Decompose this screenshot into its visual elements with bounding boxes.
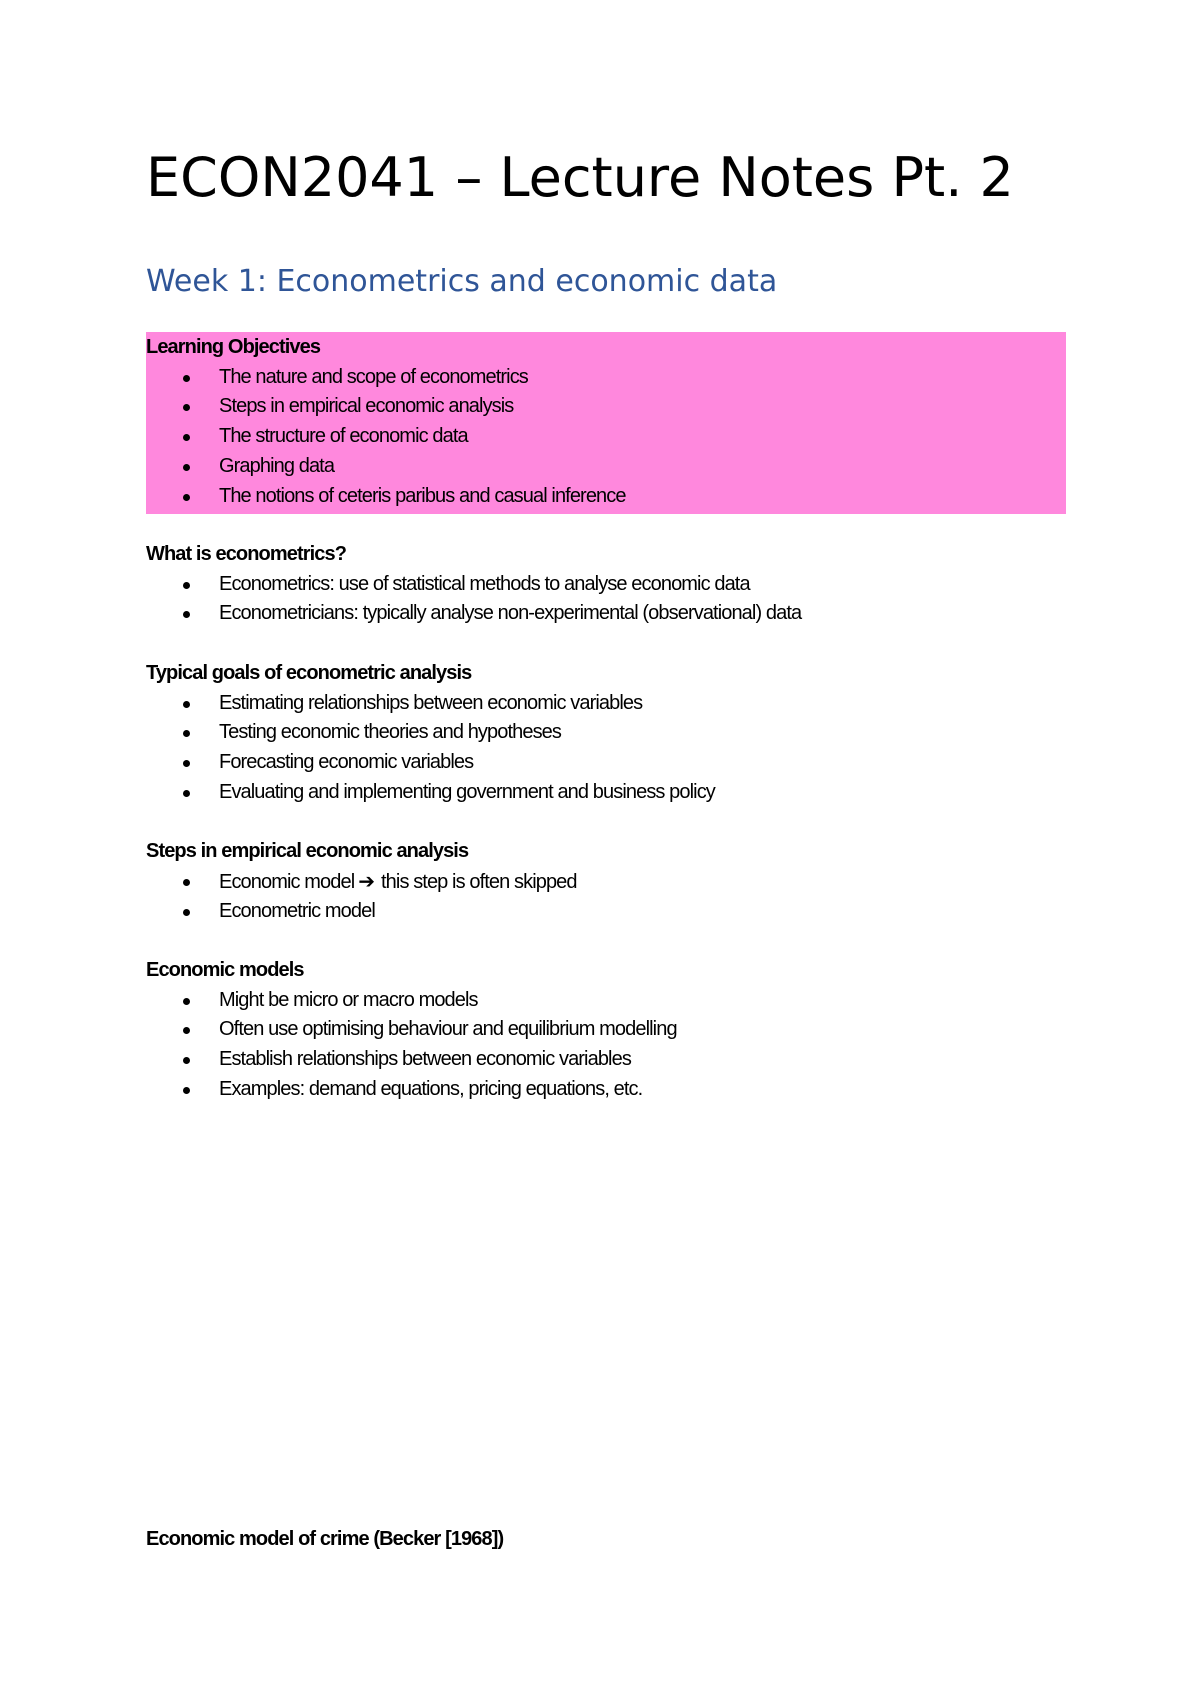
list-item-text: Econometrics: use of statistical methods to analyse economic data [219, 572, 750, 595]
bullet-icon [183, 434, 190, 441]
bullet-list [146, 867, 1066, 927]
bullet-icon [183, 760, 190, 767]
list-item-text: Economic model [219, 870, 355, 893]
learning-objectives-section [146, 332, 1066, 514]
list-item [146, 748, 1066, 778]
list-item [146, 570, 1066, 600]
list-item-text: Examples: demand equations, pricing equations, etc. [219, 1077, 643, 1100]
typical-goals-section [146, 659, 1066, 808]
economic-models-section [146, 956, 1066, 1105]
list-item-text: Steps in empirical economic analysis [219, 395, 514, 418]
list-item-text: Econometric model [219, 900, 375, 923]
steps-section [146, 837, 1066, 927]
list-item [146, 599, 1066, 629]
list-item [146, 392, 1066, 422]
bullet-icon [183, 1087, 190, 1094]
page-title: ECON2041 – Lecture Notes Pt. 2 [146, 146, 1014, 209]
section-title: What is econometrics? [146, 543, 347, 565]
bullet-icon [183, 1027, 190, 1034]
list-item-text: The structure of economic data [219, 425, 468, 448]
list-item [146, 363, 1066, 393]
list-item [146, 452, 1066, 482]
right-arrow-icon: ➔ [358, 868, 376, 893]
list-item [146, 897, 1066, 927]
bullet-icon [183, 464, 190, 471]
list-item [146, 482, 1066, 512]
list-item-text: Might be micro or macro models [219, 988, 478, 1011]
list-item-text: Estimating relationships between economic variables [219, 691, 643, 714]
bullet-list [146, 986, 1066, 1105]
economic-model-of-crime-heading: Economic model of crime (Becker [1968]) [146, 1528, 504, 1550]
bullet-icon [183, 1057, 190, 1064]
section-title: Learning Objectives [146, 336, 321, 358]
bullet-icon [183, 909, 190, 916]
list-item-text: Forecasting economic variables [219, 751, 474, 774]
bullet-icon [183, 404, 190, 411]
bullet-list [146, 689, 1066, 808]
week-heading: Week 1: Econometrics and economic data [146, 264, 778, 299]
list-item-text: Graphing data [219, 454, 335, 477]
bullet-icon [183, 790, 190, 797]
list-item-text: this step is often skipped [381, 870, 577, 893]
list-item [146, 1015, 1066, 1045]
list-item-text: Testing economic theories and hypotheses [219, 721, 562, 744]
section-title: Typical goals of econometric analysis [146, 662, 472, 684]
list-item [146, 718, 1066, 748]
section-title: Economic models [146, 959, 304, 981]
bullet-icon [183, 730, 190, 737]
list-item [146, 867, 1066, 898]
list-item-text: Econometricians: typically analyse non-experimental (observational) data [219, 602, 802, 625]
bullet-icon [183, 611, 190, 618]
list-item [146, 778, 1066, 808]
section-title: Steps in empirical economic analysis [146, 840, 469, 862]
what-is-econometrics-section [146, 540, 1066, 629]
bullet-icon [183, 375, 190, 382]
list-item-text: Evaluating and implementing government and business policy [219, 780, 715, 803]
bullet-list [146, 363, 1066, 512]
bullet-icon [183, 701, 190, 708]
bullet-icon [183, 998, 190, 1005]
bullet-icon [183, 582, 190, 589]
bullet-list [146, 570, 1066, 629]
list-item [146, 1045, 1066, 1075]
bullet-icon [183, 879, 190, 886]
bullet-icon [183, 494, 190, 501]
list-item-text: The notions of ceteris paribus and casual inference [219, 484, 626, 507]
list-item-text: The nature and scope of econometrics [219, 365, 528, 388]
list-item [146, 1075, 1066, 1105]
list-item-text: Establish relationships between economic variables [219, 1048, 631, 1071]
list-item [146, 689, 1066, 719]
list-item [146, 422, 1066, 452]
list-item [146, 986, 1066, 1016]
list-item-text: Often use optimising behaviour and equilibrium modelling [219, 1018, 677, 1041]
